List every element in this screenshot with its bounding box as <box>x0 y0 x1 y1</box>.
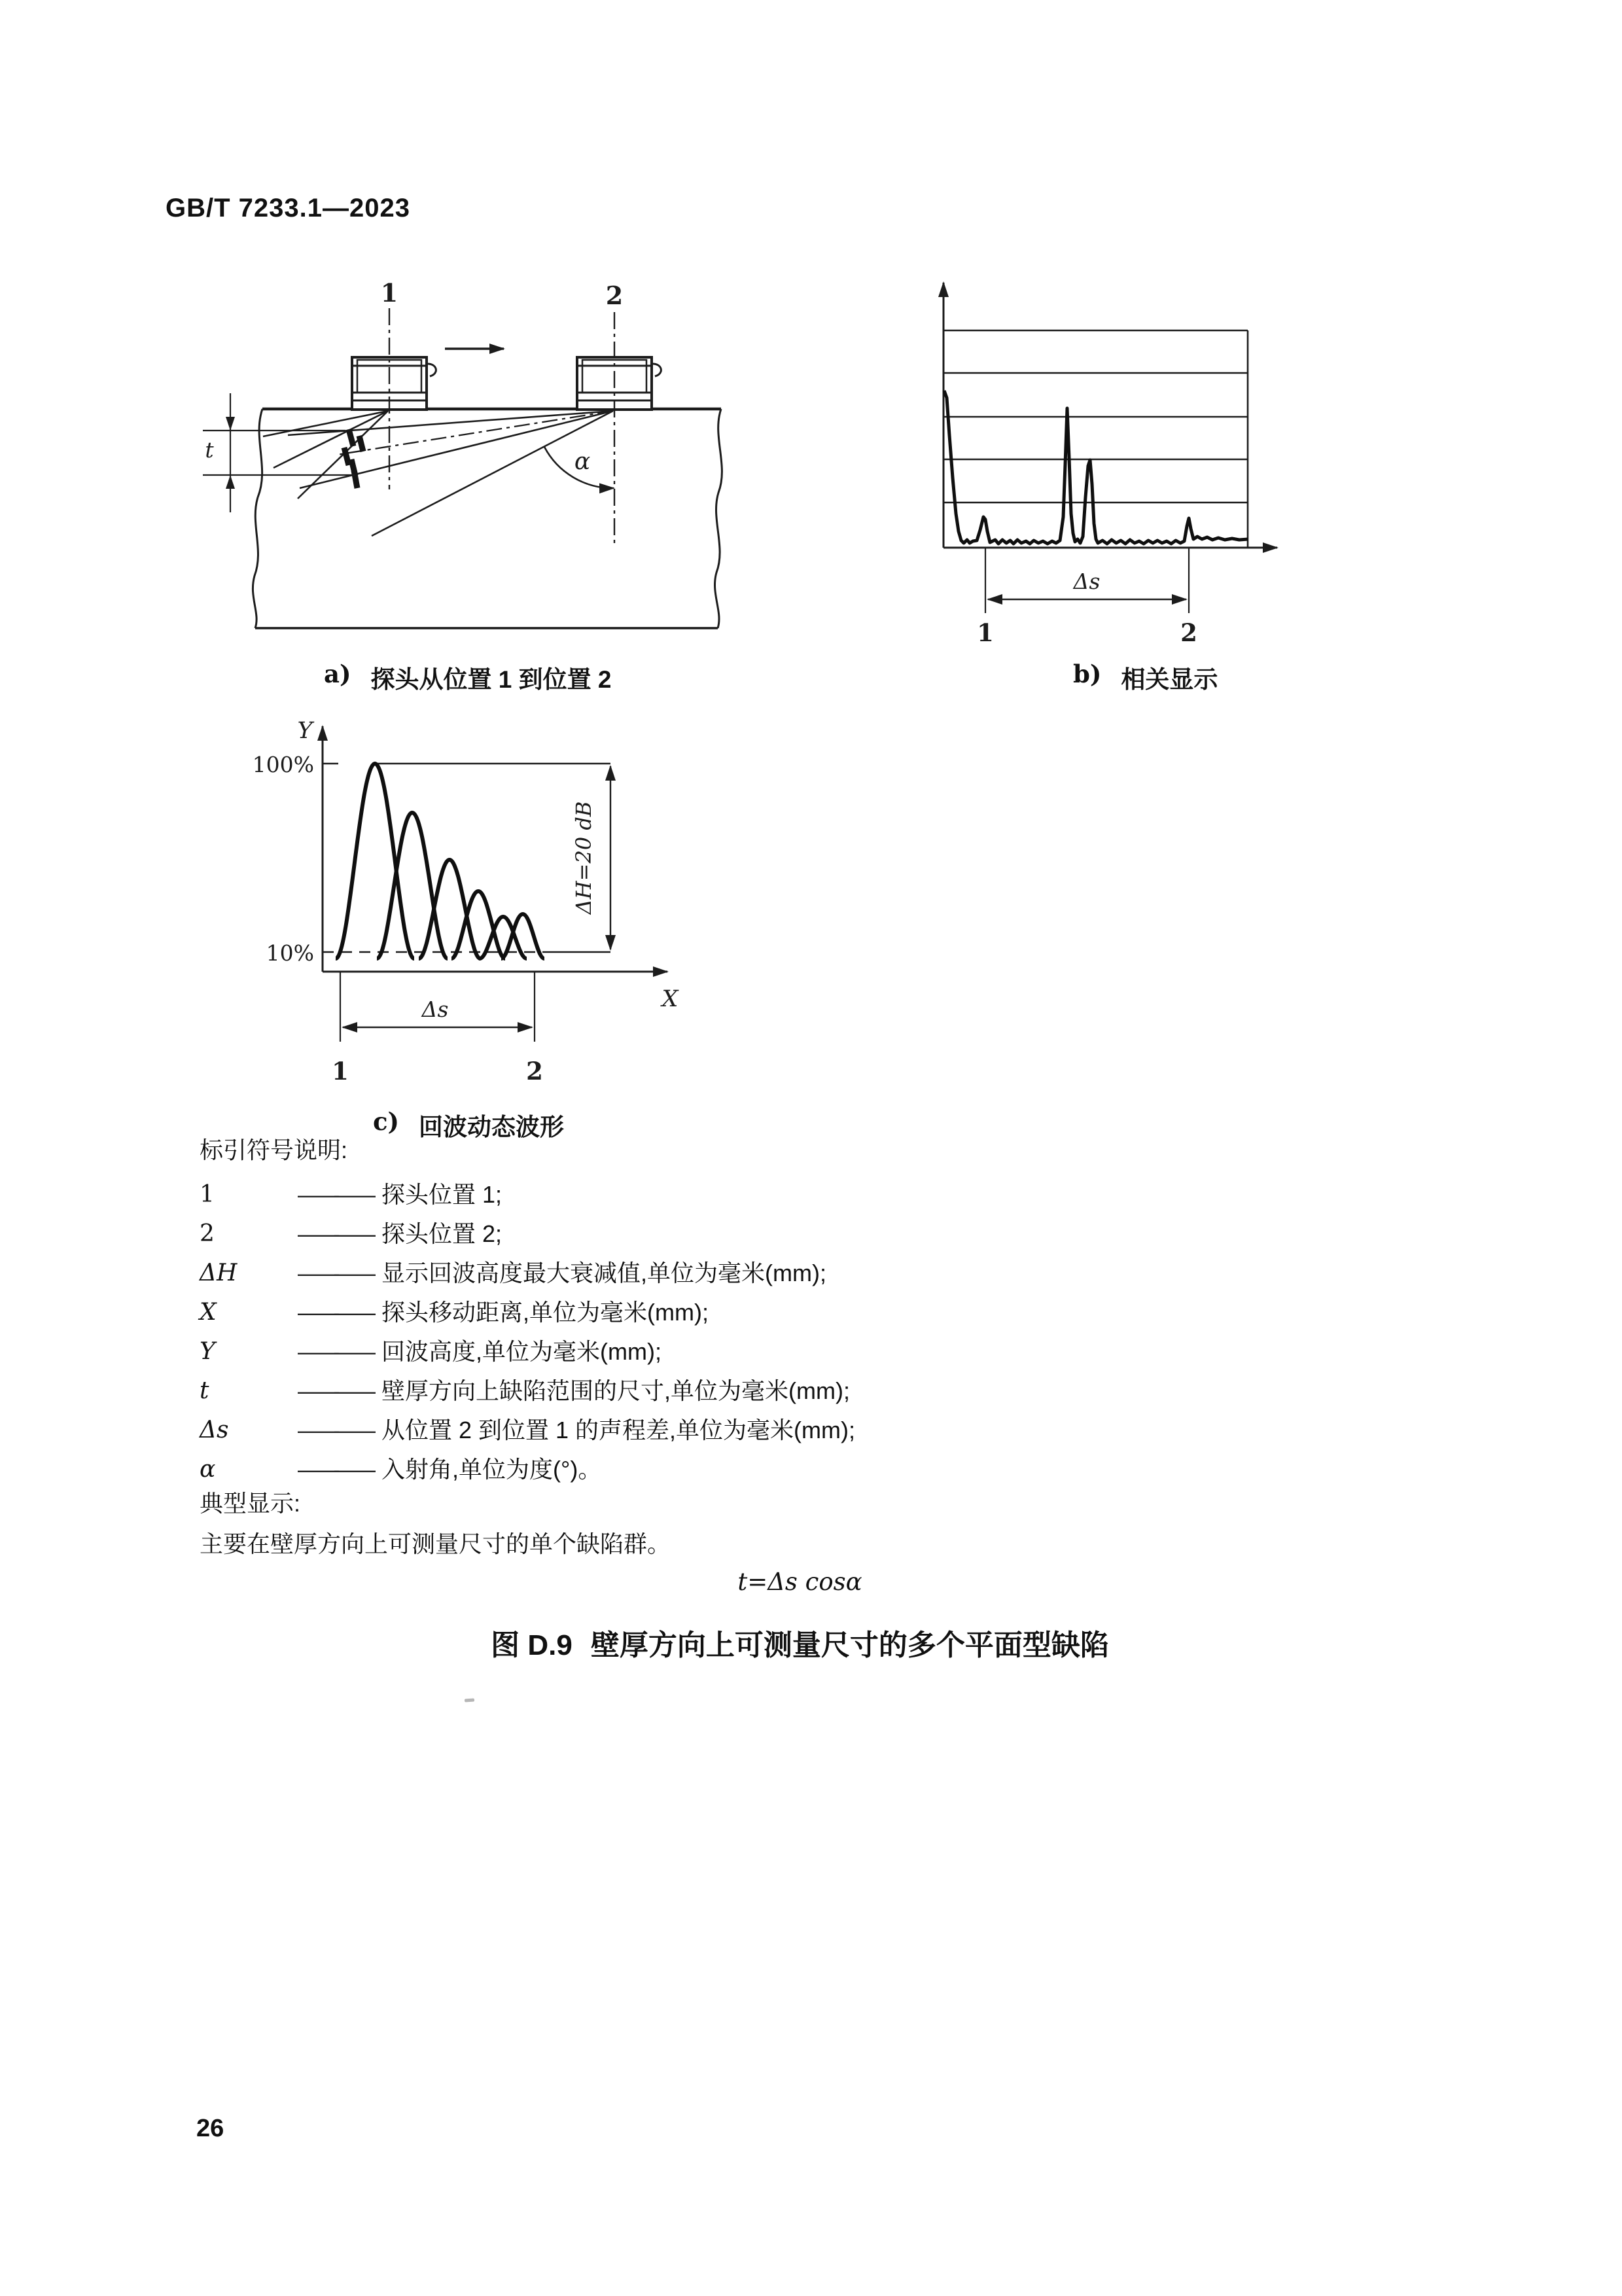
key-row-x <box>200 1293 1279 1332</box>
key-desc: 显示回波高度最大衰减值,单位为毫米(mm); <box>381 1260 826 1286</box>
caption-a-text: 探头从位置 1 到位置 2 <box>370 666 612 693</box>
caption-b-label: b) <box>1073 660 1102 688</box>
angle-label: α <box>574 448 591 475</box>
key-dash: —— <box>298 1417 371 1443</box>
figure-caption <box>200 1621 1400 1663</box>
key-desc: 探头移动距离,单位为毫米(mm); <box>381 1299 709 1326</box>
ascan-signal-trace <box>944 391 1248 544</box>
diagram-b-ascan-display <box>903 262 1309 654</box>
key-dash: —— <box>298 1260 371 1286</box>
screen-grid <box>943 330 1248 548</box>
key-row-delta-s <box>200 1411 1279 1450</box>
beam-lines-probe1 <box>263 411 388 499</box>
key-dash: —— <box>298 1377 371 1404</box>
caption-b-text: 相关显示 <box>1121 666 1218 693</box>
typical-display-heading: 典型显示: <box>200 1490 301 1517</box>
key-row-2 <box>200 1214 1279 1254</box>
symbol-key-heading: 标引符号说明: <box>200 1137 348 1163</box>
c-delta-s-label: Δs <box>421 997 449 1022</box>
defect-cluster <box>344 429 363 488</box>
key-row-alpha <box>200 1450 1279 1489</box>
key-symbol: α <box>200 1456 216 1483</box>
key-desc: 探头位置 2; <box>381 1220 502 1247</box>
standard-number: GB/T 7233.1—2023 <box>166 194 410 222</box>
caption-c-label: c) <box>373 1107 400 1136</box>
scan-artifact <box>465 1698 474 1702</box>
probe-1 <box>352 357 436 410</box>
key-desc: 回波高度,单位为毫米(mm); <box>381 1338 661 1365</box>
c-y-axis-label: Y <box>297 718 313 744</box>
symbol-key <box>200 1136 1279 1559</box>
key-dash: —— <box>298 1299 371 1326</box>
c-pos1-label: 1 <box>332 1057 349 1086</box>
key-symbol: 2 <box>200 1220 215 1247</box>
key-desc: 从位置 2 到位置 1 的声程差,单位为毫米(mm); <box>381 1417 856 1443</box>
key-dash: —— <box>298 1220 371 1247</box>
key-row-t <box>200 1371 1279 1411</box>
key-symbol: t <box>200 1377 209 1404</box>
delta-h-label: ΔH=20 dB <box>571 801 596 915</box>
caption-b <box>1073 660 1218 695</box>
key-symbol: 1 <box>200 1181 215 1208</box>
key-dash: —— <box>298 1338 371 1365</box>
b-delta-s-label: Δs <box>1073 569 1101 594</box>
page-number: 26 <box>196 2115 224 2142</box>
key-symbol: X <box>200 1299 217 1326</box>
key-row-delta-h <box>200 1254 1279 1293</box>
c-100-label: 100% <box>252 752 314 777</box>
key-desc: 探头位置 1; <box>381 1181 502 1208</box>
key-dash: —— <box>298 1181 371 1208</box>
c-10-label: 10% <box>266 940 314 966</box>
key-dash: —— <box>298 1456 371 1483</box>
figure-number: 图 D.9 <box>491 1629 573 1661</box>
figure-title: 壁厚方向上可测量尺寸的多个平面型缺陷 <box>590 1629 1109 1661</box>
probe1-position-label: 1 <box>380 278 398 308</box>
diagram-c-echo-dynamic-pattern <box>249 707 707 1099</box>
thickness-label: t <box>205 437 214 463</box>
key-symbol: Y <box>200 1338 215 1365</box>
probe-2 <box>577 357 661 410</box>
c-x-axis-label: X <box>661 986 679 1012</box>
symbol-key-rows <box>200 1175 1279 1489</box>
thickness-dimension <box>203 393 355 512</box>
caption-c-text: 回波动态波形 <box>419 1114 565 1140</box>
sizing-formula: t=Δs cosα <box>737 1568 862 1596</box>
probe2-position-label: 2 <box>605 281 624 310</box>
typical-display-text: 主要在壁厚方向上可测量尺寸的单个缺陷群。 <box>200 1530 671 1557</box>
caption-a <box>324 660 611 695</box>
diagram-a-probe-positions <box>190 272 779 645</box>
caption-a-label: a) <box>324 660 351 688</box>
key-desc: 入射角,单位为度(°)。 <box>381 1456 602 1483</box>
echo-envelope-curves <box>336 764 544 959</box>
key-symbol: Δs <box>200 1417 229 1443</box>
b-pos1-label: 1 <box>977 618 994 647</box>
beam-lines-probe2 <box>288 411 613 536</box>
key-desc: 壁厚方向上缺陷范围的尺寸,单位为毫米(mm); <box>381 1377 850 1404</box>
key-symbol: ΔH <box>200 1260 238 1286</box>
c-pos2-label: 2 <box>526 1057 543 1086</box>
key-row-1 <box>200 1175 1279 1214</box>
b-pos2-label: 2 <box>1180 618 1197 647</box>
key-row-y <box>200 1332 1279 1371</box>
